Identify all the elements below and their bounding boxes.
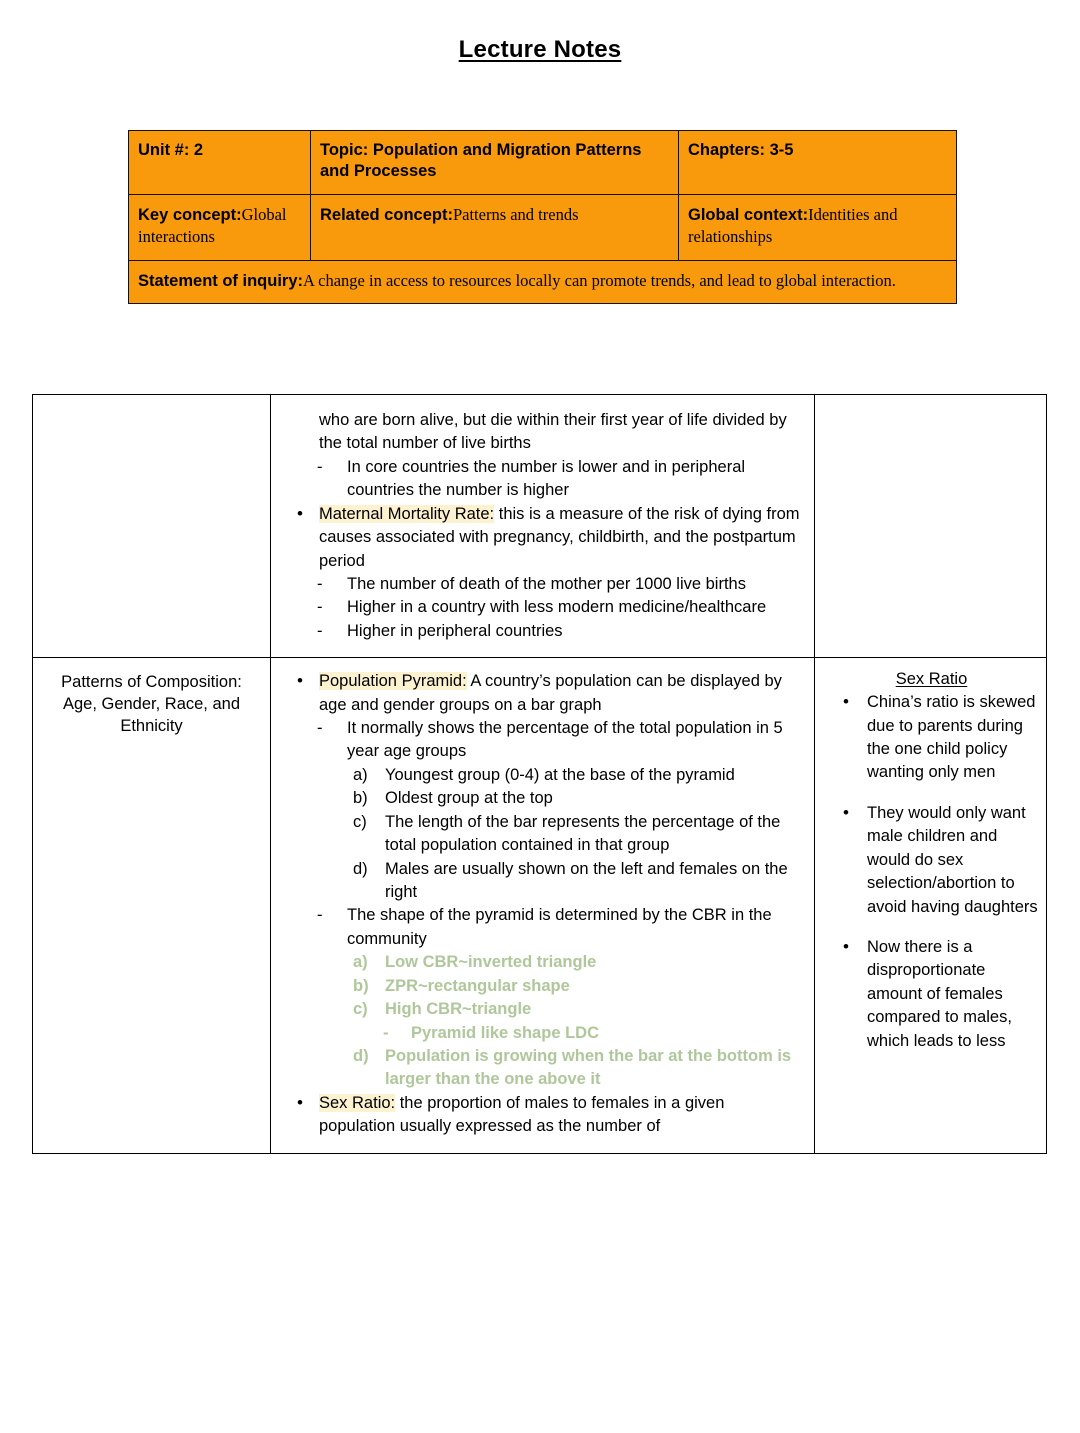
chapters-value: 3-5 bbox=[765, 141, 794, 159]
topic-cell bbox=[311, 131, 679, 195]
key-concept-label: Key concept: bbox=[138, 205, 242, 224]
pyramid-sub-dash bbox=[281, 1022, 804, 1045]
list-text: ZPR~rectangular shape bbox=[385, 976, 570, 995]
list-marker: a) bbox=[353, 953, 368, 972]
key-concept-value: Global interactions bbox=[138, 204, 287, 247]
notes-row2-content-cell bbox=[271, 658, 815, 1153]
notes-row1-content-cell bbox=[271, 395, 815, 658]
notes-row1-notes-cell bbox=[815, 395, 1047, 658]
info-table-row-1 bbox=[129, 131, 957, 195]
unit-value: 2 bbox=[189, 141, 204, 159]
page-title: Lecture Notes bbox=[458, 36, 622, 63]
list-item bbox=[281, 858, 804, 905]
list-item: • Now there is a disproportionate amount of females compared to males, which leads to less bbox=[825, 936, 1038, 1053]
statement-value: A change in access to resources locally can promote trends, and lead to global interaction. bbox=[303, 270, 896, 290]
list-item: - It normally shows the percentage of the total population in 5 year age groups bbox=[281, 717, 804, 764]
list-item bbox=[281, 787, 804, 810]
list-item: - Higher in a country with less modern medicine/healthcare bbox=[281, 596, 804, 619]
notes-row2-notes-cell bbox=[815, 658, 1047, 1153]
topic-label: Topic: bbox=[320, 141, 369, 159]
list-item: - In core countries the number is lower and in peripheral countries the number is higher bbox=[281, 456, 804, 503]
list-item bbox=[281, 670, 804, 717]
list-text: Youngest group (0-4) at the base of the pyramid bbox=[385, 765, 735, 784]
list-marker: b) bbox=[353, 789, 368, 808]
global-context-cell bbox=[679, 194, 957, 260]
info-table-row-3 bbox=[129, 260, 957, 303]
mortality-bullet-list bbox=[281, 503, 804, 573]
list-text: Low CBR~inverted triangle bbox=[385, 953, 597, 972]
chapters-label: Chapters: bbox=[688, 141, 766, 159]
list-marker: c) bbox=[353, 1000, 368, 1019]
lecture-notes-table bbox=[32, 394, 1047, 1154]
list-text: High CBR~triangle bbox=[385, 1000, 532, 1019]
list-item bbox=[281, 998, 804, 1021]
term-population-pyramid: Population Pyramid: bbox=[319, 672, 467, 691]
pyramid-dash-1 bbox=[281, 717, 804, 764]
list-text: Oldest group at the top bbox=[385, 789, 553, 808]
mortality-dash-list bbox=[281, 573, 804, 643]
unit-label: Unit #: bbox=[138, 141, 190, 159]
term-definition: A country’s population can be displayed by age and gender groups on a bar graph bbox=[319, 672, 782, 714]
notes-row2-category: Patterns of Composition: Age, Gender, Race, and Ethnicity bbox=[61, 673, 242, 736]
list-item: - The shape of the pyramid is determined by the CBR in the community bbox=[281, 904, 804, 951]
topic-value: Population and Migration Patterns and Processes bbox=[320, 141, 642, 181]
pyramid-letter-list-2 bbox=[281, 951, 804, 1021]
pyramid-letter-list-1 bbox=[281, 764, 804, 905]
list-marker: a) bbox=[353, 765, 368, 784]
unit-info-table bbox=[128, 130, 957, 304]
notes-row-mortality bbox=[33, 395, 1047, 658]
list-marker: b) bbox=[353, 976, 369, 995]
term-maternal-mortality-rate: Maternal Mortality Rate: bbox=[319, 504, 495, 523]
list-item bbox=[281, 811, 804, 858]
key-concept-cell bbox=[129, 194, 311, 260]
term-definition: this is a measure of the risk of dying from causes associated with pregnancy, childbirth, and the postpartum period bbox=[319, 504, 800, 570]
list-marker: c) bbox=[353, 812, 367, 831]
notes-row1-category bbox=[33, 395, 270, 409]
unit-cell bbox=[129, 131, 311, 195]
list-marker: d) bbox=[353, 859, 368, 878]
list-text: Males are usually shown on the left and females on the right bbox=[385, 859, 788, 902]
global-context-label: Global context: bbox=[688, 205, 809, 224]
related-concept-value: Patterns and trends bbox=[452, 204, 579, 224]
list-item: - Higher in peripheral countries bbox=[281, 620, 804, 643]
related-concept-label: Related concept: bbox=[320, 205, 453, 224]
notes-row2-category-cell bbox=[33, 658, 271, 1153]
info-table-row-2 bbox=[129, 194, 957, 260]
sex-ratio-bullet-list bbox=[281, 1092, 804, 1139]
continued-text: who are born alive, but die within their first year of life divided by the total number of live births bbox=[319, 411, 787, 453]
pyramid-letter-list-2b bbox=[281, 1045, 804, 1092]
list-text: The length of the bar represents the percentage of the total population contained in that group bbox=[385, 812, 781, 855]
notes-row-composition bbox=[33, 658, 1047, 1153]
chapters-cell bbox=[679, 131, 957, 195]
list-item bbox=[281, 975, 804, 998]
list-item bbox=[281, 764, 804, 787]
continued-dash-list bbox=[281, 456, 804, 503]
list-marker: d) bbox=[353, 1046, 369, 1065]
list-item bbox=[281, 1092, 804, 1139]
statement-label: Statement of inquiry: bbox=[138, 271, 304, 290]
list-item: - The number of death of the mother per 1000 live births bbox=[281, 573, 804, 596]
term-sex-ratio: Sex Ratio: bbox=[319, 1093, 396, 1112]
sex-ratio-notes-list bbox=[825, 691, 1038, 1053]
list-item: • They would only want male children and would do sex selection/abortion to avoid having daughters bbox=[825, 802, 1038, 919]
notes-row1-category-cell bbox=[33, 395, 271, 658]
list-item bbox=[281, 951, 804, 974]
list-item bbox=[281, 503, 804, 573]
related-concept-cell bbox=[311, 194, 679, 260]
term-definition: the proportion of males to females in a given population usually expressed as the number of bbox=[319, 1093, 725, 1136]
pyramid-dash-2 bbox=[281, 904, 804, 951]
statement-of-inquiry-cell bbox=[129, 260, 957, 303]
pyramid-bullet-list bbox=[281, 670, 804, 717]
list-text: Population is growing when the bar at the bottom is larger than the one above it bbox=[385, 1046, 792, 1089]
list-item: • China’s ratio is skewed due to parents during the one child policy wanting only men bbox=[825, 691, 1038, 785]
global-context-value: Identities and relationships bbox=[688, 204, 898, 247]
list-item bbox=[281, 1045, 804, 1092]
sex-ratio-notes-heading: Sex Ratio bbox=[895, 670, 968, 689]
list-item: - Pyramid like shape LDC bbox=[281, 1022, 804, 1045]
